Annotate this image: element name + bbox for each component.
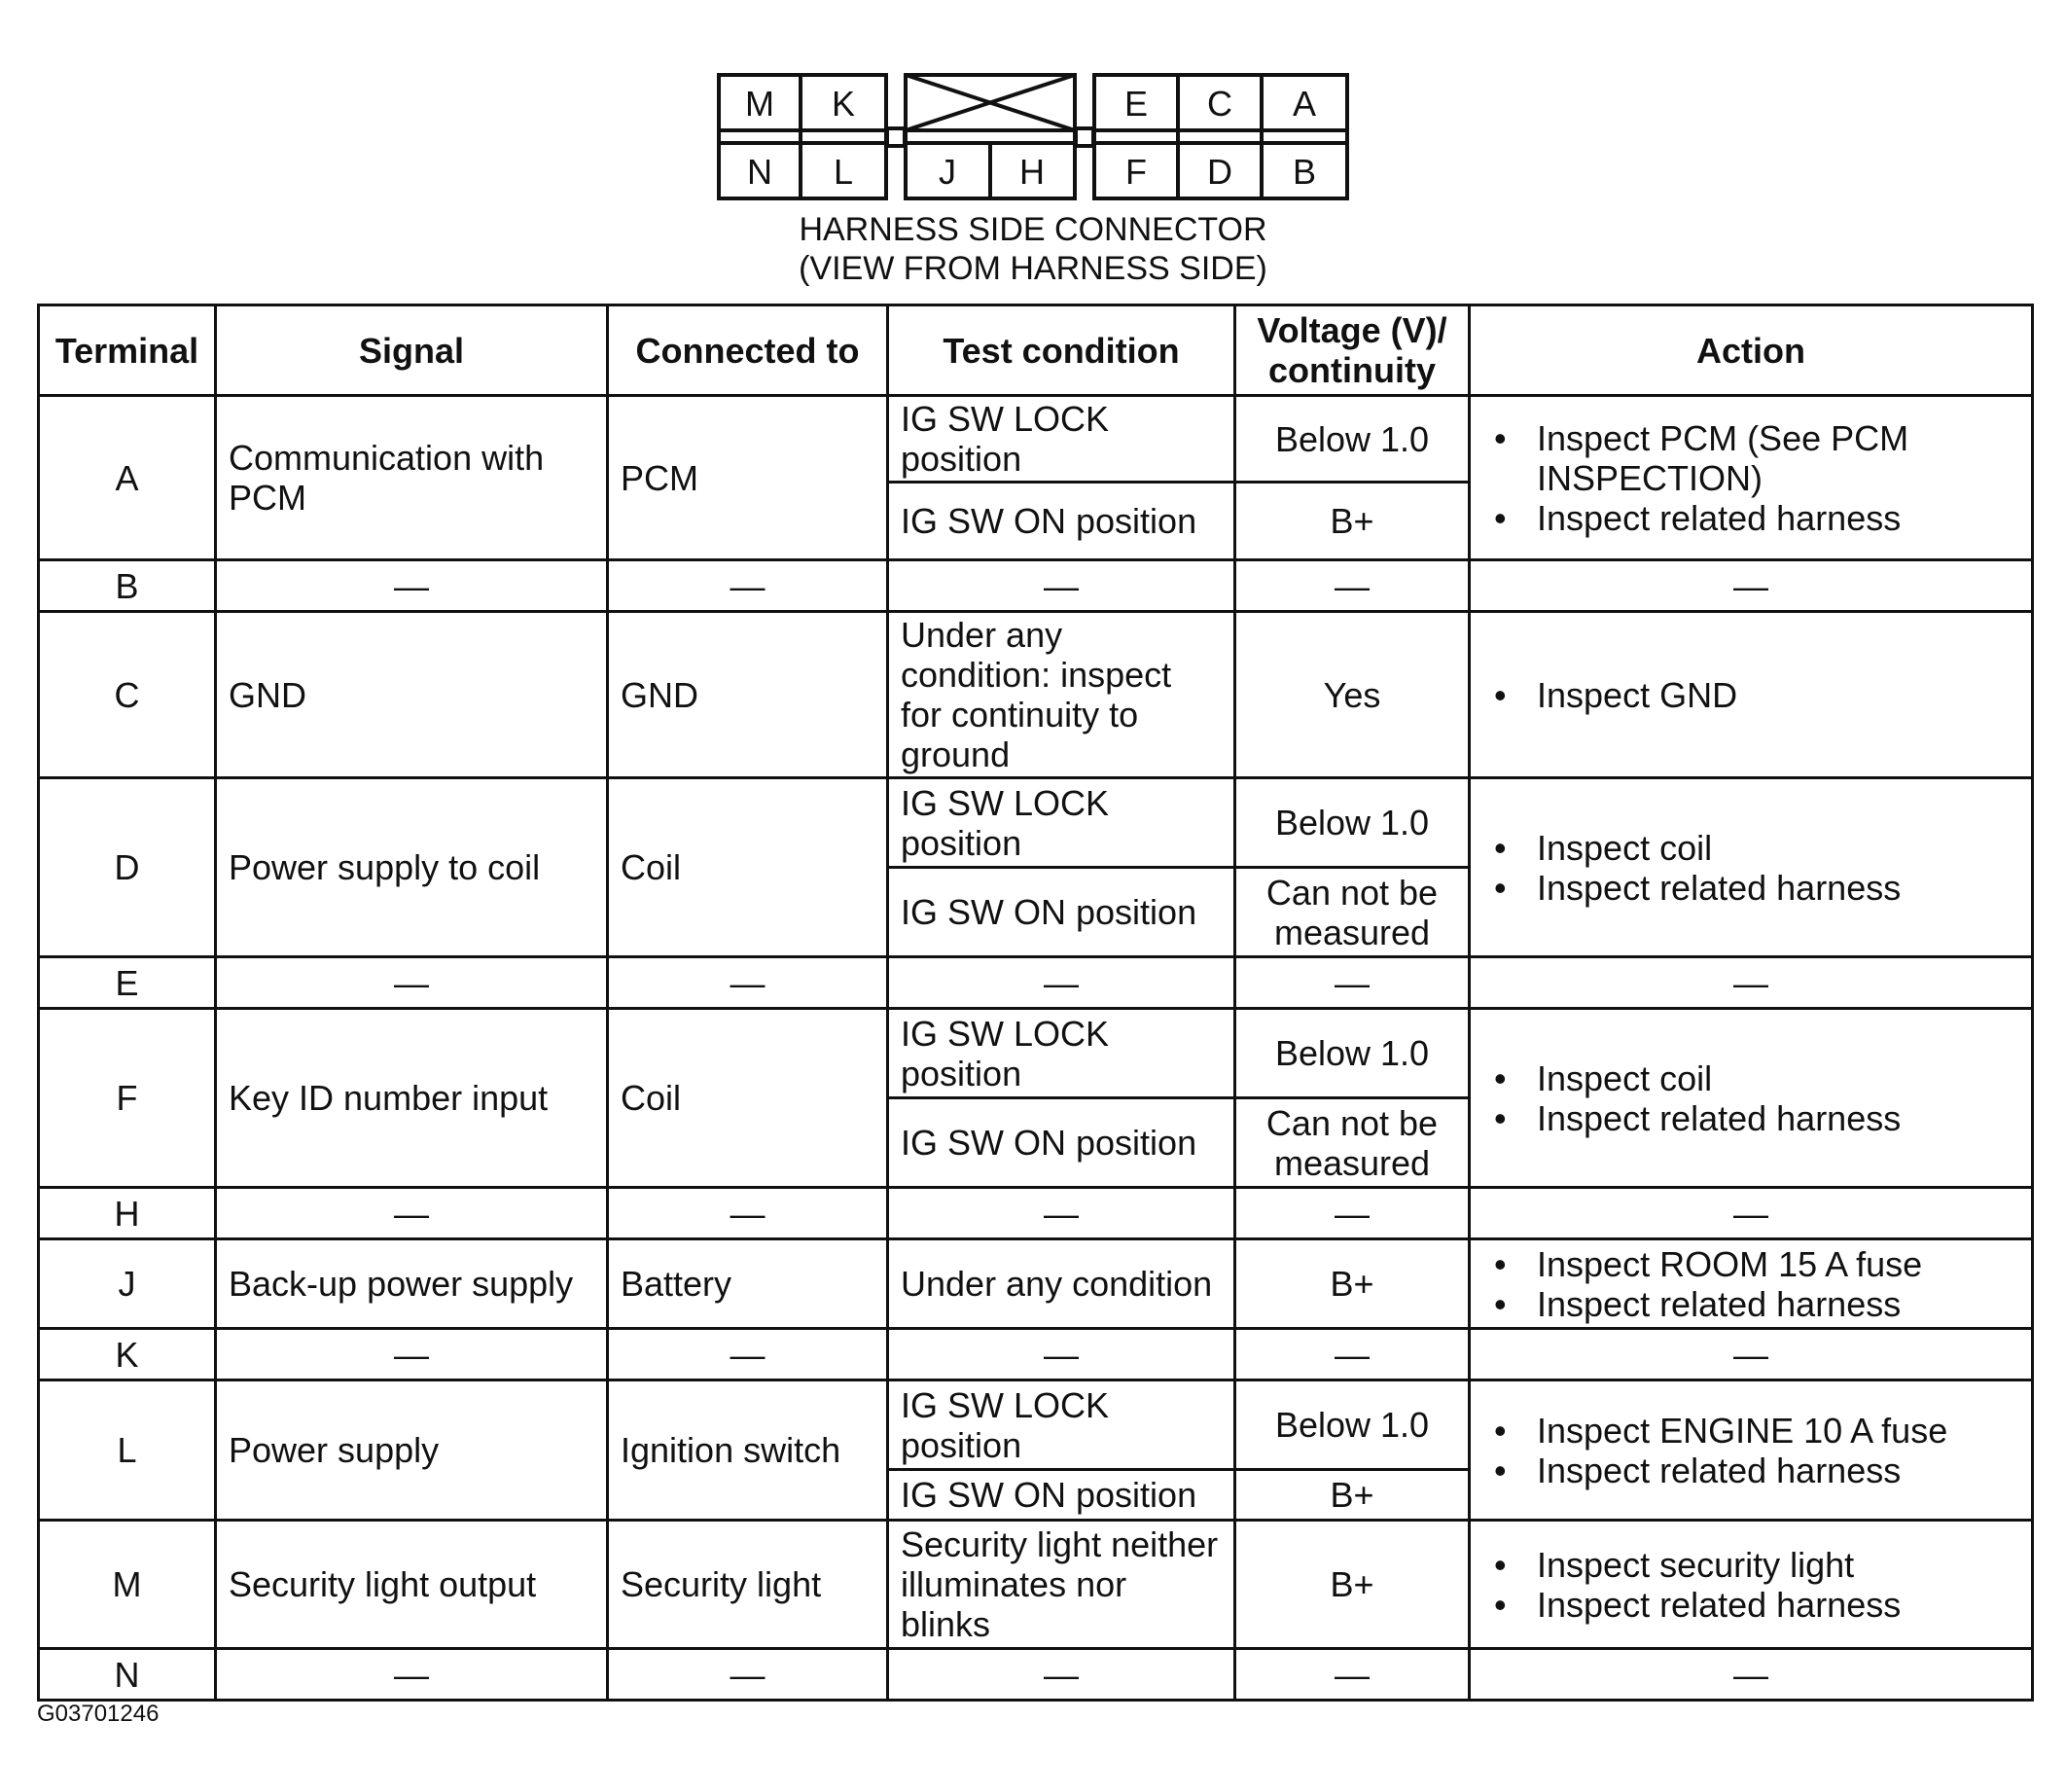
table-row — [39, 1649, 2033, 1701]
action-item: • Inspect ENGINE 10 A fuse — [1537, 1411, 2019, 1451]
terminal-cell: D — [39, 778, 216, 957]
test-condition-cell: IG SW LOCK position — [888, 1380, 1235, 1470]
test-condition-cell: Under any condition: inspect for continuity to ground — [888, 612, 1235, 778]
header-terminal: Terminal — [39, 305, 216, 396]
test-condition-cell: IG SW LOCK position — [888, 778, 1235, 868]
action-cell: — — [1470, 1649, 2033, 1701]
connected-to-cell: Ignition switch — [608, 1380, 888, 1521]
action-item: • Inspect related harness — [1537, 1284, 2019, 1324]
voltage-cell: — — [1235, 957, 1470, 1009]
table-row — [39, 778, 2033, 868]
voltage-cell: Below 1.0 — [1235, 778, 1470, 868]
test-condition-cell: IG SW LOCK position — [888, 396, 1235, 483]
action-item: • Inspect related harness — [1537, 1585, 2019, 1625]
voltage-cell: Can not be measured — [1235, 868, 1470, 957]
terminal-cell: E — [39, 957, 216, 1009]
pin-label-m: M — [745, 84, 774, 124]
voltage-cell: Yes — [1235, 612, 1470, 778]
test-condition-cell: Under any condition — [888, 1239, 1235, 1329]
figure-id: G03701246 — [37, 1701, 160, 1727]
signal-cell: Security light output — [216, 1521, 608, 1649]
signal-cell: GND — [216, 612, 608, 778]
signal-cell: — — [216, 1329, 608, 1380]
header-connected-to: Connected to — [608, 305, 888, 396]
terminal-table — [37, 304, 2034, 1702]
test-condition-cell: — — [888, 1188, 1235, 1239]
connected-to-cell: GND — [608, 612, 888, 778]
table-row — [39, 1239, 2033, 1329]
pin-label-c: C — [1207, 84, 1232, 124]
test-condition-cell: — — [888, 1329, 1235, 1380]
signal-cell: Back-up power supply — [216, 1239, 608, 1329]
pin-label-n: N — [747, 152, 772, 192]
action-cell — [1470, 778, 2033, 957]
table-header-row — [39, 305, 2033, 396]
terminal-cell: F — [39, 1009, 216, 1188]
signal-cell: — — [216, 560, 608, 612]
pin-label-k: K — [831, 84, 856, 124]
connector-caption-line1: HARNESS SIDE CONNECTOR — [799, 211, 1267, 248]
pin-label-l: L — [833, 152, 854, 192]
test-condition-cell: IG SW ON position — [888, 868, 1235, 957]
terminal-cell: J — [39, 1239, 216, 1329]
harness-connector-diagram — [717, 72, 1349, 206]
table-row — [39, 1329, 2033, 1380]
voltage-cell: Below 1.0 — [1235, 1380, 1470, 1470]
connected-to-cell: Coil — [608, 1009, 888, 1188]
pin-label-f: F — [1125, 152, 1147, 192]
test-condition-cell: Security light neither illuminates nor blinks — [888, 1521, 1235, 1649]
action-cell: — — [1470, 1188, 2033, 1239]
pin-label-a: A — [1292, 84, 1317, 124]
action-cell — [1470, 396, 2033, 560]
action-item: • Inspect related harness — [1537, 868, 2019, 908]
action-cell — [1470, 1521, 2033, 1649]
table-row — [39, 560, 2033, 612]
signal-cell: Key ID number input — [216, 1009, 608, 1188]
action-item: • Inspect related harness — [1537, 498, 2019, 538]
connected-to-cell: — — [608, 1329, 888, 1380]
table-row — [39, 1188, 2033, 1239]
test-condition-cell: IG SW LOCK position — [888, 1009, 1235, 1098]
terminal-cell: M — [39, 1521, 216, 1649]
action-item: • Inspect coil — [1537, 828, 2019, 868]
action-item: • Inspect related harness — [1537, 1451, 2019, 1490]
pin-label-d: D — [1207, 152, 1232, 192]
voltage-cell: — — [1235, 1649, 1470, 1701]
table-row — [39, 396, 2033, 483]
connected-to-cell: — — [608, 1188, 888, 1239]
voltage-cell: Can not be measured — [1235, 1098, 1470, 1188]
voltage-cell: — — [1235, 1188, 1470, 1239]
connected-to-cell: — — [608, 957, 888, 1009]
signal-cell: Communication with PCM — [216, 396, 608, 560]
test-condition-cell: — — [888, 560, 1235, 612]
signal-cell: Power supply — [216, 1380, 608, 1521]
connector-caption — [0, 210, 2066, 288]
action-item: • Inspect related harness — [1537, 1098, 2019, 1138]
table-row — [39, 1009, 2033, 1098]
test-condition-cell: — — [888, 1649, 1235, 1701]
voltage-cell: — — [1235, 1329, 1470, 1380]
signal-cell: — — [216, 1649, 608, 1701]
terminal-cell: B — [39, 560, 216, 612]
voltage-cell: B+ — [1235, 1470, 1470, 1521]
terminal-cell: N — [39, 1649, 216, 1701]
header-action: Action — [1470, 305, 2033, 396]
connected-to-cell: — — [608, 1649, 888, 1701]
voltage-cell: B+ — [1235, 483, 1470, 560]
action-cell: — — [1470, 560, 2033, 612]
test-condition-cell: IG SW ON position — [888, 1470, 1235, 1521]
voltage-cell: — — [1235, 560, 1470, 612]
pin-label-b: B — [1292, 152, 1317, 192]
action-cell: — — [1470, 957, 2033, 1009]
header-test-condition: Test condition — [888, 305, 1235, 396]
header-signal: Signal — [216, 305, 608, 396]
terminal-cell: C — [39, 612, 216, 778]
table-row — [39, 612, 2033, 778]
action-item: • Inspect security light — [1537, 1545, 2019, 1585]
test-condition-cell: IG SW ON position — [888, 1098, 1235, 1188]
connected-to-cell: Security light — [608, 1521, 888, 1649]
test-condition-cell: IG SW ON position — [888, 483, 1235, 560]
terminal-cell: L — [39, 1380, 216, 1521]
connected-to-cell: Coil — [608, 778, 888, 957]
terminal-cell: K — [39, 1329, 216, 1380]
action-cell — [1470, 1009, 2033, 1188]
action-cell: — — [1470, 1329, 2033, 1380]
connector-caption-line2: (VIEW FROM HARNESS SIDE) — [799, 250, 1267, 287]
action-item: • Inspect ROOM 15 A fuse — [1537, 1244, 2019, 1284]
action-item: • Inspect coil — [1537, 1058, 2019, 1098]
action-cell — [1470, 1239, 2033, 1329]
terminal-cell: A — [39, 396, 216, 560]
action-cell — [1470, 1380, 2033, 1521]
pin-label-e: E — [1123, 84, 1149, 124]
signal-cell: Power supply to coil — [216, 778, 608, 957]
table-row — [39, 1521, 2033, 1649]
voltage-cell: Below 1.0 — [1235, 396, 1470, 483]
table-row — [39, 1380, 2033, 1470]
action-cell — [1470, 612, 2033, 778]
action-item: • Inspect PCM (See PCM INSPECTION) — [1537, 418, 2019, 498]
signal-cell: — — [216, 957, 608, 1009]
voltage-cell: B+ — [1235, 1239, 1470, 1329]
voltage-cell: Below 1.0 — [1235, 1009, 1470, 1098]
connected-to-cell: PCM — [608, 396, 888, 560]
test-condition-cell: — — [888, 957, 1235, 1009]
connected-to-cell: — — [608, 560, 888, 612]
pin-label-h: H — [1019, 152, 1045, 192]
pin-label-j: J — [939, 152, 956, 192]
action-item: • Inspect GND — [1537, 675, 2019, 715]
header-voltage-continuity: Voltage (V)/ continuity — [1235, 305, 1470, 396]
connected-to-cell: Battery — [608, 1239, 888, 1329]
voltage-cell: B+ — [1235, 1521, 1470, 1649]
terminal-cell: H — [39, 1188, 216, 1239]
signal-cell: — — [216, 1188, 608, 1239]
table-row — [39, 957, 2033, 1009]
